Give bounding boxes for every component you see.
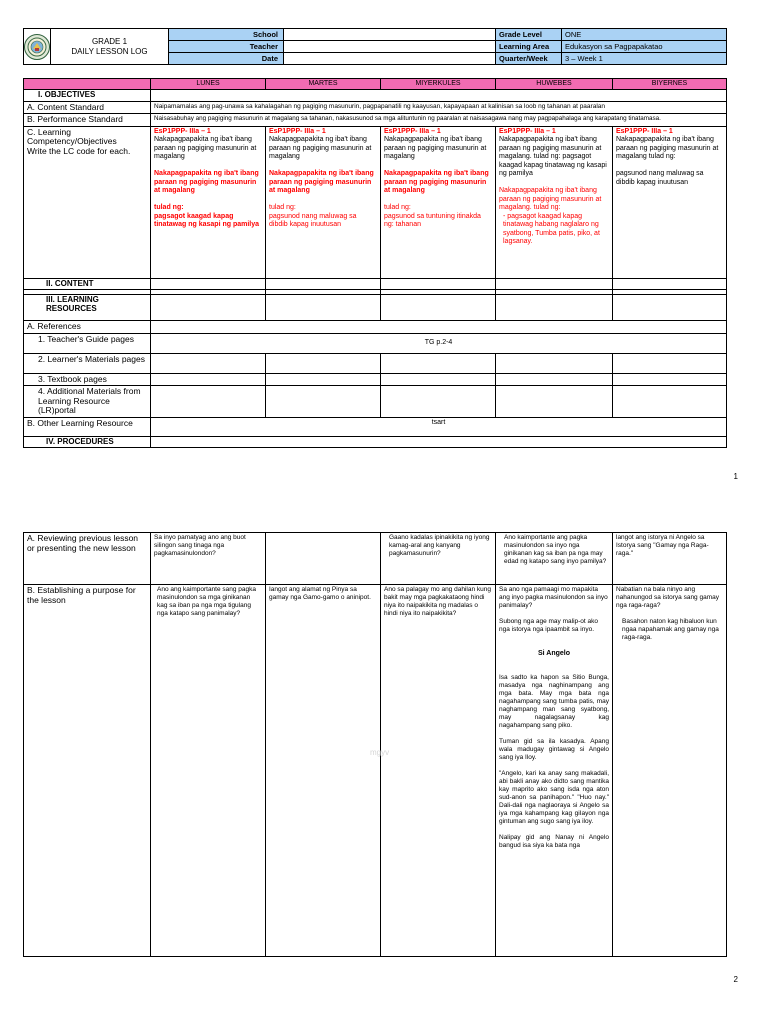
page-number-2: 2 — [733, 975, 738, 984]
objectives-blank — [151, 90, 727, 102]
lc-fri-extra: pagsunod nang maluwag sa dibdib kapag inuutusan — [616, 170, 704, 186]
performance-standard-label: B. Performance Standard — [24, 114, 151, 127]
content-standard-text: Naipamamalas ang pag-unawa sa kahalagahan ng pagiging masunurin, pagpapanatili ng kaayusan, kapayapaan at kalinisan sa loob ng tahanan at paaralan — [151, 101, 727, 114]
school-field[interactable] — [284, 29, 496, 41]
lc-thu-red: Nakapagpapakita ng iba't ibang paraan ng pagiging masunurin at magalang. tulad ng: — [499, 187, 602, 211]
grade-level-value: ONE — [562, 29, 727, 41]
resources-martes[interactable] — [266, 295, 381, 321]
logo-cell — [24, 29, 51, 65]
day-lunes: LUNES — [151, 79, 266, 90]
lc-common: Nakapagpapakita ng iba't ibang paraan ng pagiging masunurin at magalang — [269, 136, 372, 160]
page-1 — [0, 0, 768, 500]
lc-code: EsP1PPP- IIIa – 1 — [616, 127, 673, 135]
grade-title: GRADE 1 — [91, 36, 128, 46]
lc-code: EsP1PPP- IIIa – 1 — [384, 127, 441, 135]
am-martes[interactable] — [266, 386, 381, 418]
content-standard-label: A. Content Standard — [24, 101, 151, 114]
quarter-value: 3 – Week 1 — [562, 53, 727, 65]
lc-extra: pagsunod nang maluwag sa dibdib kapag inuutusan — [269, 212, 357, 228]
teacher-label: Teacher — [169, 41, 284, 53]
purpose-thu-1: Sa ano nga pamaagi mo mapakita ang inyo pagka masinulondon sa inyo panimalay? — [499, 586, 608, 609]
log-title-cell — [51, 29, 169, 65]
day-header-row — [24, 79, 727, 90]
other-resources-value: tsart — [151, 417, 727, 436]
header-table — [23, 28, 727, 65]
review-huwebes: Ano kaimportante ang pagka masinulondon sa inyo nga ginikanan kag sa iban pa nga may edad ng katapo sang inyo pamilya? — [496, 533, 613, 585]
school-label: School — [169, 29, 284, 41]
references-label: A. References — [24, 321, 151, 334]
am-biyernes[interactable] — [613, 386, 727, 418]
deped-seal-icon — [24, 34, 50, 60]
purpose-label: B. Establishing a purpose for the lesson — [24, 585, 151, 957]
lc-extra: pagsagot kaagad kapag tinatawag ng kasapi ng pamilya — [154, 212, 260, 228]
watermark: mgyv — [370, 748, 390, 757]
review-biyernes: langot ang istorya ni Angelo sa Istorya sang "Gamay nga Raga-raga." — [613, 533, 727, 585]
procedures-title: IV. PROCEDURES — [24, 436, 151, 448]
purpose-thu-2: Subong nga age may malip-ot ako nga istorya nga ipaambit sa inyo. — [499, 618, 599, 633]
day-huwebes: HUWEBES — [496, 79, 613, 90]
tb-martes[interactable] — [266, 373, 381, 386]
lc-label-text: C. Learning Competency/Objectives — [27, 126, 117, 146]
textbook-label: 3. Textbook pages — [24, 373, 151, 386]
lm-huwebes[interactable] — [496, 353, 613, 373]
teachers-guide-value: TG p.2-4 — [151, 333, 727, 353]
purpose-fri-1: Nabatian na bala ninyo ang nahanungod sa istorya sang gamay nga raga-raga? — [616, 586, 719, 609]
lm-martes[interactable] — [266, 353, 381, 373]
tb-miyerkules[interactable] — [381, 373, 496, 386]
purpose-huwebes — [496, 585, 613, 957]
lc-tulad: tulad ng: — [154, 204, 184, 211]
story-paragraph: "Angelo, kari ka anay sang makadali, abi bakli anay ako didto sang mantika kay maprito ako sang isda nga aton sud-anon sa panihapon." "Huo nay." Dali-dali nga naglaoraya si Angelo sa iya mga kahampang kag giIayon nga gintuman ang sugo sang iya iloy. — [499, 770, 609, 825]
purpose-lunes: Ano ang kaimportante sang pagka masinulondon sa mga ginikanan kag sa iban pa nga mga tigulang nga katapo sang panimalay? — [151, 585, 266, 957]
content-lunes[interactable] — [151, 278, 266, 290]
lc-fri-top: Nakapagpapakita ng iba't ibang paraan ng pagiging masunurin at magalang tulad ng: — [616, 136, 719, 160]
learning-area-label: Learning Area — [496, 41, 562, 53]
lc-extra: pagsunod sa tuntuning itinakda ng: tahanan — [384, 212, 481, 228]
resources-miyerkules[interactable] — [381, 295, 496, 321]
lc-code: EsP1PPP- IIIa – 1 — [154, 127, 211, 135]
day-header-blank — [24, 79, 151, 90]
lc-code: EsP1PPP- IIIa – 1 — [499, 127, 556, 135]
tb-biyernes[interactable] — [613, 373, 727, 386]
page-number-1: 1 — [733, 472, 738, 481]
lm-miyerkules[interactable] — [381, 353, 496, 373]
lc-lunes — [151, 126, 266, 278]
lc-red: Nakapagpapakita ng iba't ibang paraan ng pagiging masunurin at magalang — [154, 170, 259, 194]
grade-level-label: Grade Level — [496, 29, 562, 41]
am-miyerkules[interactable] — [381, 386, 496, 418]
purpose-fri-2: Basahon naton kag hibaluon kun ngaa napahamak ang gamay nga raga-raga. — [622, 618, 719, 641]
lm-lunes[interactable] — [151, 353, 266, 373]
am-huwebes[interactable] — [496, 386, 613, 418]
procedures-blank — [151, 436, 727, 448]
teachers-guide-label: 1. Teacher's Guide pages — [24, 333, 151, 353]
purpose-biyernes — [613, 585, 727, 957]
review-lunes: Sa inyo pamatyag ano ang buot silingon sang tinaga nga pagkamasinulondon? — [151, 533, 266, 585]
quarter-label: Quarter/Week — [496, 53, 562, 65]
performance-standard-text: Naisasabuhay ang pagiging masunurin at magalang sa tahanan, nakasusunod sa mga alituntunin ng paaralan at naisasagawa nang may pagpapahalaga ang karapatang tinatamasa. — [151, 114, 727, 127]
lc-red: Nakapagpapakita ng iba't ibang paraan ng pagiging masunurin at magalang — [384, 170, 489, 194]
learning-competency-label — [24, 126, 151, 278]
date-label: Date — [169, 53, 284, 65]
day-miyerkules: MIYERKULES — [381, 79, 496, 90]
content-miyerkules[interactable] — [381, 278, 496, 290]
lc-biyernes — [613, 126, 727, 278]
content-huwebes[interactable] — [496, 278, 613, 290]
review-miyerkules: Gaano kadalas ipinakikita ng iyong kamag-aral ang kanyang pagkamasunurin? — [381, 533, 496, 585]
content-martes[interactable] — [266, 278, 381, 290]
story-paragraph: Tuman gid sa ila kasadya. Apang wala madugay gintawag si Angelo sang iya Iloy. — [499, 738, 609, 761]
lc-thu-top: Nakapagpapakita ng iba't ibang paraan ng pagiging masunurin at magalang. tulad ng: pagsagot kaagad kapag tinatawag ng kasapi ng pamilya — [499, 136, 607, 177]
log-title: DAILY LESSON LOG — [71, 46, 148, 56]
review-label: A. Reviewing previous lesson or presenting the new lesson — [24, 533, 151, 585]
review-martes — [266, 533, 381, 585]
content-biyernes[interactable] — [613, 278, 727, 290]
learning-area-value: Edukasyon sa Pagpapakatao — [562, 41, 727, 53]
lc-common: Nakapagpapakita ng iba't ibang paraan ng pagiging masunurin at magalang — [384, 136, 487, 160]
teacher-field[interactable] — [284, 41, 496, 53]
lc-martes — [266, 126, 381, 278]
additional-materials-label: 4. Additional Materials from Learning Resource (LR)portal — [24, 386, 151, 418]
resources-lunes[interactable] — [151, 295, 266, 321]
objectives-title: I. OBJECTIVES — [24, 90, 151, 102]
lm-biyernes[interactable] — [613, 353, 727, 373]
lc-huwebes — [496, 126, 613, 278]
learners-materials-label: 2. Learner's Materials pages — [24, 353, 151, 373]
lc-red: Nakapagpapakita ng iba't ibang paraan ng pagiging masunurin at magalang — [269, 170, 374, 194]
purpose-martes: Iangot ang alamat ng Pinya sa gamay nga Gamo-gamo o aninipot. — [266, 585, 381, 957]
resources-huwebes[interactable] — [496, 295, 613, 321]
references-blank — [151, 321, 727, 334]
purpose-miyerkules: Ano sa palagay mo ang dahilan kung bakit may mga pagkakataong hindi niya ito naipakikita ng madalas o hindi niya ito naipakikita? — [381, 585, 496, 957]
other-resources-label: B. Other Learning Resource — [24, 417, 151, 436]
tb-lunes[interactable] — [151, 373, 266, 386]
lc-miyerkules — [381, 126, 496, 278]
story-title: Si Angelo — [537, 650, 571, 657]
tb-huwebes[interactable] — [496, 373, 613, 386]
lesson-table — [23, 78, 727, 448]
day-martes: MARTES — [266, 79, 381, 90]
story-paragraph: Isa sadto ka hapon sa Sitio Bunga, masadya nga naghinampang ang mga bata. May mga bata nga nagahampang sang tumba patis, may naghampang man sang syatbong, may nagalagsanay kag nagahampang sang piko. — [499, 674, 609, 729]
day-biyernes: BIYERNES — [613, 79, 727, 90]
procedures-table — [23, 532, 727, 957]
lc-tulad: tulad ng: — [384, 204, 411, 211]
content-title: II. CONTENT — [24, 278, 151, 290]
am-lunes[interactable] — [151, 386, 266, 418]
date-field[interactable] — [284, 53, 496, 65]
lc-code: EsP1PPP- IIIa – 1 — [269, 127, 326, 135]
resources-title: III. LEARNING RESOURCES — [24, 295, 151, 321]
lc-thu-red2: - pagsagot kaagad kapag tinatawag habang naglalaro ng syatbong, Tumba patis, piko, at lagsanay. — [503, 212, 600, 245]
lc-tulad: tulad ng: — [269, 204, 296, 211]
lc-common: Nakapagpapakita ng iba't ibang paraan ng pagiging masunurin at magalang — [154, 136, 257, 160]
page-2 — [0, 512, 768, 1024]
resources-biyernes[interactable] — [613, 295, 727, 321]
story-paragraph: Nalipay gid ang Nanay ni Angelo bangud isa siya ka bata nga — [499, 834, 609, 849]
lc-sub-text: Write the LC code for each. — [27, 145, 131, 156]
